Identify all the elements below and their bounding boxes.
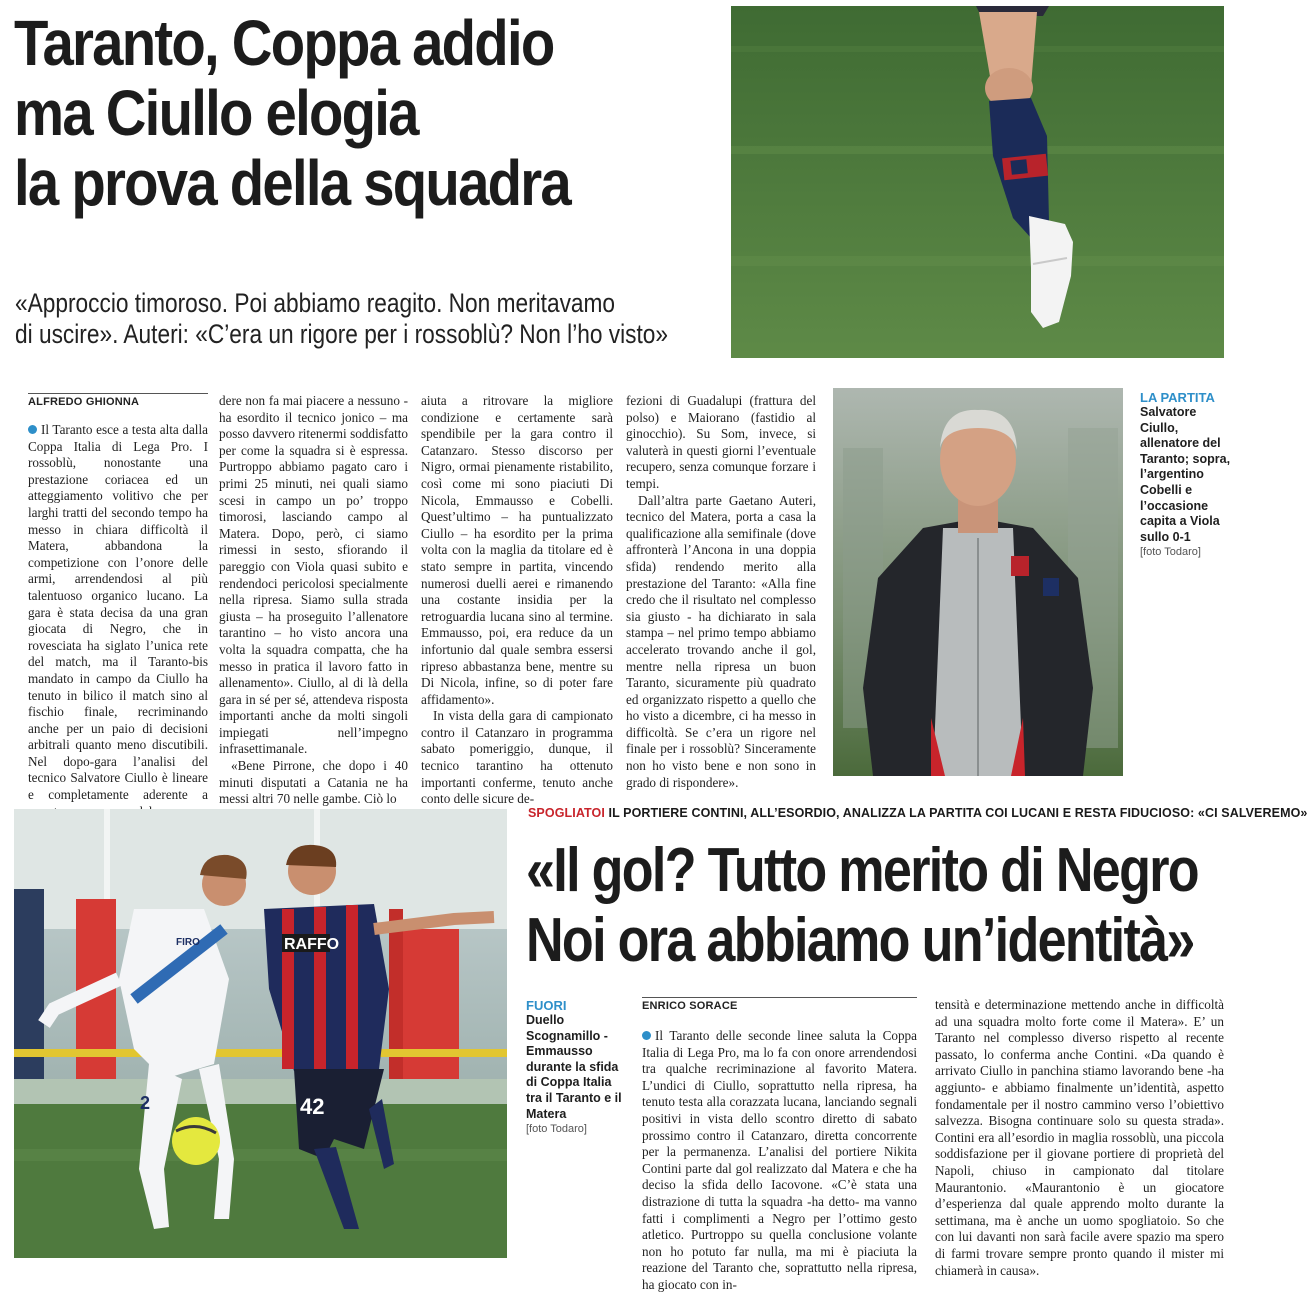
photo-coach	[833, 388, 1123, 776]
coach-image	[833, 388, 1123, 776]
byline-article2: ENRICO SORACE	[642, 997, 917, 1012]
subhead-line-1: «Approccio timoroso. Poi abbiamo reagito. Non meritavamo	[15, 288, 616, 318]
photo-player-legs	[731, 6, 1224, 358]
article2-column-1	[642, 1028, 917, 1292]
article2-headline	[526, 836, 1198, 976]
article1-column-3	[421, 393, 613, 807]
article1-column-4	[626, 393, 816, 790]
jersey-number-white: 2	[140, 1093, 151, 1113]
caption-text-duel: Duello Scognamillo -Emmausso durante la sfida di Coppa Italia tra il Taranto e il Matera	[526, 1013, 622, 1121]
article-headline	[14, 8, 630, 218]
article2-column-2	[935, 997, 1224, 1278]
bullet-dot	[28, 425, 37, 434]
article1-column-2	[219, 393, 408, 807]
caption-text-coach: Salvatore Ciullo, allenatore del Taranto; sopra, l’argentino Cobelli e l’occasione capita a Viola sullo 0-1	[1140, 405, 1231, 544]
caption-coach	[1140, 390, 1236, 560]
headline-line-3: la prova della squadra	[14, 147, 570, 219]
headline-line-1: Taranto, Coppa addio	[14, 7, 554, 79]
article2-kicker	[528, 806, 1307, 820]
subhead-line-2: di uscire». Auteri: «C’era un rigore per i rossoblù? Non l’ho visto»	[15, 319, 669, 349]
byline-article1: ALFREDO GHIONNA	[28, 393, 208, 408]
article-subhead	[15, 288, 712, 350]
jersey-brand: FIRO	[176, 937, 200, 948]
jersey-sponsor: RAFFO	[284, 936, 340, 953]
article1-paragraph-2: dere non fa mai piacere a nessuno - ha esordito il tecnico jonico – ma posso davvero ritenermi soddisfatto per come la squadra si è espressa. Purtroppo abbiamo pagato caro i primi 25 minuti, nei quali siamo scesi in campo un po’ troppo timorosi, lasciando campo al Matera. Dopo, però, ci siamo rimessi in sesto, sfiorando il pareggio con Viola quasi subito e rendendoci pericolosi specialmente nella ripresa. Siamo sulla strada giusta – ha proseguito l’allenatore tarantino – ho visto ancora una volta la squadra compatta, che ha messo in pratica il lavoro fatto in allenamento». Ciullo, al di là della gara in sé per sé, attendeva risposta importanti anche da molti singoli impiegati nell’impegno infrasettimanale.	[219, 393, 408, 757]
caption-duel	[526, 998, 624, 1137]
kicker-text: IL PORTIERE CONTINI, ALL’ESORDIO, ANALIZZA LA PARTITA COI LUCANI E RESTA FIDUCIOSO: «CI SALVEREMO»	[608, 806, 1307, 820]
caption-credit-coach: [foto Todaro]	[1140, 546, 1201, 559]
article1-paragraph-5: In vista della gara di campionato contro il Catanzaro in programma sabato pomeriggio, dunque, il tecnico tarantino ha ottenuto importanti conferme, tenuto anche conto delle sicure de-	[421, 708, 613, 807]
headline-line-2: ma Ciullo elogia	[14, 77, 418, 149]
article2-paragraph-2: tensità e determinazione mettendo anche in difficoltà ad una squadra molto forte come il Matera». E’ un Taranto nel complesso diverso rispetto al recente passato, lo conferma anche Contini. «Da quando è arrivato Ciullo in panchina stiamo lavorando bene -ha aggiunto- e abbiamo finalmente un’identità, aspetto fondamentale per il nostro cammino verso l’obiettivo salvezza. Bisogna continuare solo su questa strada». Contini era all’esordio in maglia rossoblù, una piccola soddisfazione per il giovane portiere di proprietà del Napoli, chiuso in campionato dal titolare Maurantonio. «Maurantonio è un giocatore d’esperienza dal quale apprendo molto durante la settimana, ma è anche un uomo spogliatoio. So che con lui davanti non sarà facile avere spazio ma spero di farmi trovare sempre pronto quando il mister mi chiamerà in causa».	[935, 997, 1224, 1278]
headline2-line-2: Noi ora abbiamo un’identità»	[526, 906, 1194, 975]
caption-credit-duel: [foto Todaro]	[526, 1123, 587, 1136]
caption-kicker-fuori: FUORI	[526, 998, 567, 1013]
caption-kicker-la-partita: LA PARTITA	[1140, 390, 1215, 405]
jersey-number-red: 42	[300, 1094, 325, 1119]
article2-paragraph-1: Il Taranto delle seconde linee saluta la Coppa Italia di Lega Pro, ma lo fa con onore arrendendosi tra qualche recriminazione al favorito Matera. L’undici di Ciullo, soprattutto nella ripresa, ha tenuto testa alla corazzata lucana, lanciando segnali positivi in vista dello scontro diretto di sabato prossimo contro il Catanzaro, diretta concorrente per la permanenza. L’analisi del portiere Nikita Contini parte dal gol realizzato dal Matera e che ha deciso la sfida dello Iacovone. «C’è stata una distrazione di tutta la squadra -ha detto- ma vanno fatti i complimenti a Negro per l’ottimo gesto atletico. Purtroppo su quella conclusione volante non ho potuto far nulla, ma mi è piaciuta la reazione del Taranto che, soprattutto nella ripresa, ha giocato con in-	[642, 1028, 917, 1292]
duel-image	[14, 809, 507, 1258]
bullet-dot-2	[642, 1031, 651, 1040]
photo-duel	[14, 809, 507, 1258]
article1-paragraph-1: Il Taranto esce a testa alta dalla Coppa Italia di Lega Pro. I rossoblù, nonostante una prestazione coriacea ed un atteggiamento volitivo che per larghi tratti del secondo tempo ha messo in chiara difficoltà il Matera, abbandona la competizione con l’onore delle armi, arrendendosi al più talentuoso organico lucano. La gara è stata decisa da una gran giocata di Negro, che in rovesciata ha siglato l’unica rete del match, ma il Taranto-bis mandato in campo da Ciullo ha tenuto in bilico il match sino al fischio finale, recriminando anche per un paio di decisioni arbitrali quanto meno discutibili. Nel dopo-gara l’analisi del tecnico Salvatore Ciullo è lineare e completamente aderente a	[28, 422, 208, 803]
article1-paragraph-3: «Bene Pirrone, che dopo i 40 minuti disputati a Catania ne ha messi altri 70 nelle gambe. Ciò lo	[219, 758, 408, 807]
kicker-label-spogliatoi: SPOGLIATOI	[528, 806, 605, 820]
article1-paragraph-4: aiuta a ritrovare la migliore condizione e certamente sarà spendibile per la gara contro il Catanzaro. Stesso discorso per Nigro, ormai pienamente ristabilito, così come mi sono piaciuti Di Nicola, Emmausso e Cobelli. Quest’ultimo – ha puntualizzato Ciullo – ha esordito per la prima volta con la maglia da titolare ed è stato sempre in partita, vincendo numerosi duelli aerei e rimanendo una costante insidia per la retroguardia lucana sino al termine. Emmausso, poi, era reduce da un infortunio dal quale sembra essersi ripreso abbastanza bene, mentre su Di Nicola, infine, so di poter fare affidamento».	[421, 393, 613, 707]
article1-column-1	[28, 422, 208, 803]
headline2-line-1: «Il gol? Tutto merito di Negro	[526, 836, 1198, 905]
article1-paragraph-7: Dall’altra parte Gaetano Auteri, tecnico del Matera, porta a casa la qualificazione alla semifinale (dove affronterà l’Ancona in una doppia sfida) rendendo merito alla prestazione del Taranto: «Alla fine credo che il risultato nel complesso sia giusto - ha dichiarato in sala stampa – nel primo tempo abbiamo accelerato trovando anche il gol, mentre nella ripresa un buon Taranto, sicuramente più quadrato ed organizzato rispetto a quello che ho visto a dicembre, ci ha messo in difficoltà. Se c’era un rigore nel finale per i rossoblù? Sinceramente non ho visto bene e non sono in grado di rispondere».	[626, 492, 816, 790]
player-legs-image	[731, 6, 1224, 358]
article1-paragraph-6: fezioni di Guadalupi (frattura del polso) e Maiorano (fastidio al ginocchio). Su Som, invece, si valuterà in questi giorni l’eventuale recupero, senza comunque forzare i tempi.	[626, 393, 816, 491]
